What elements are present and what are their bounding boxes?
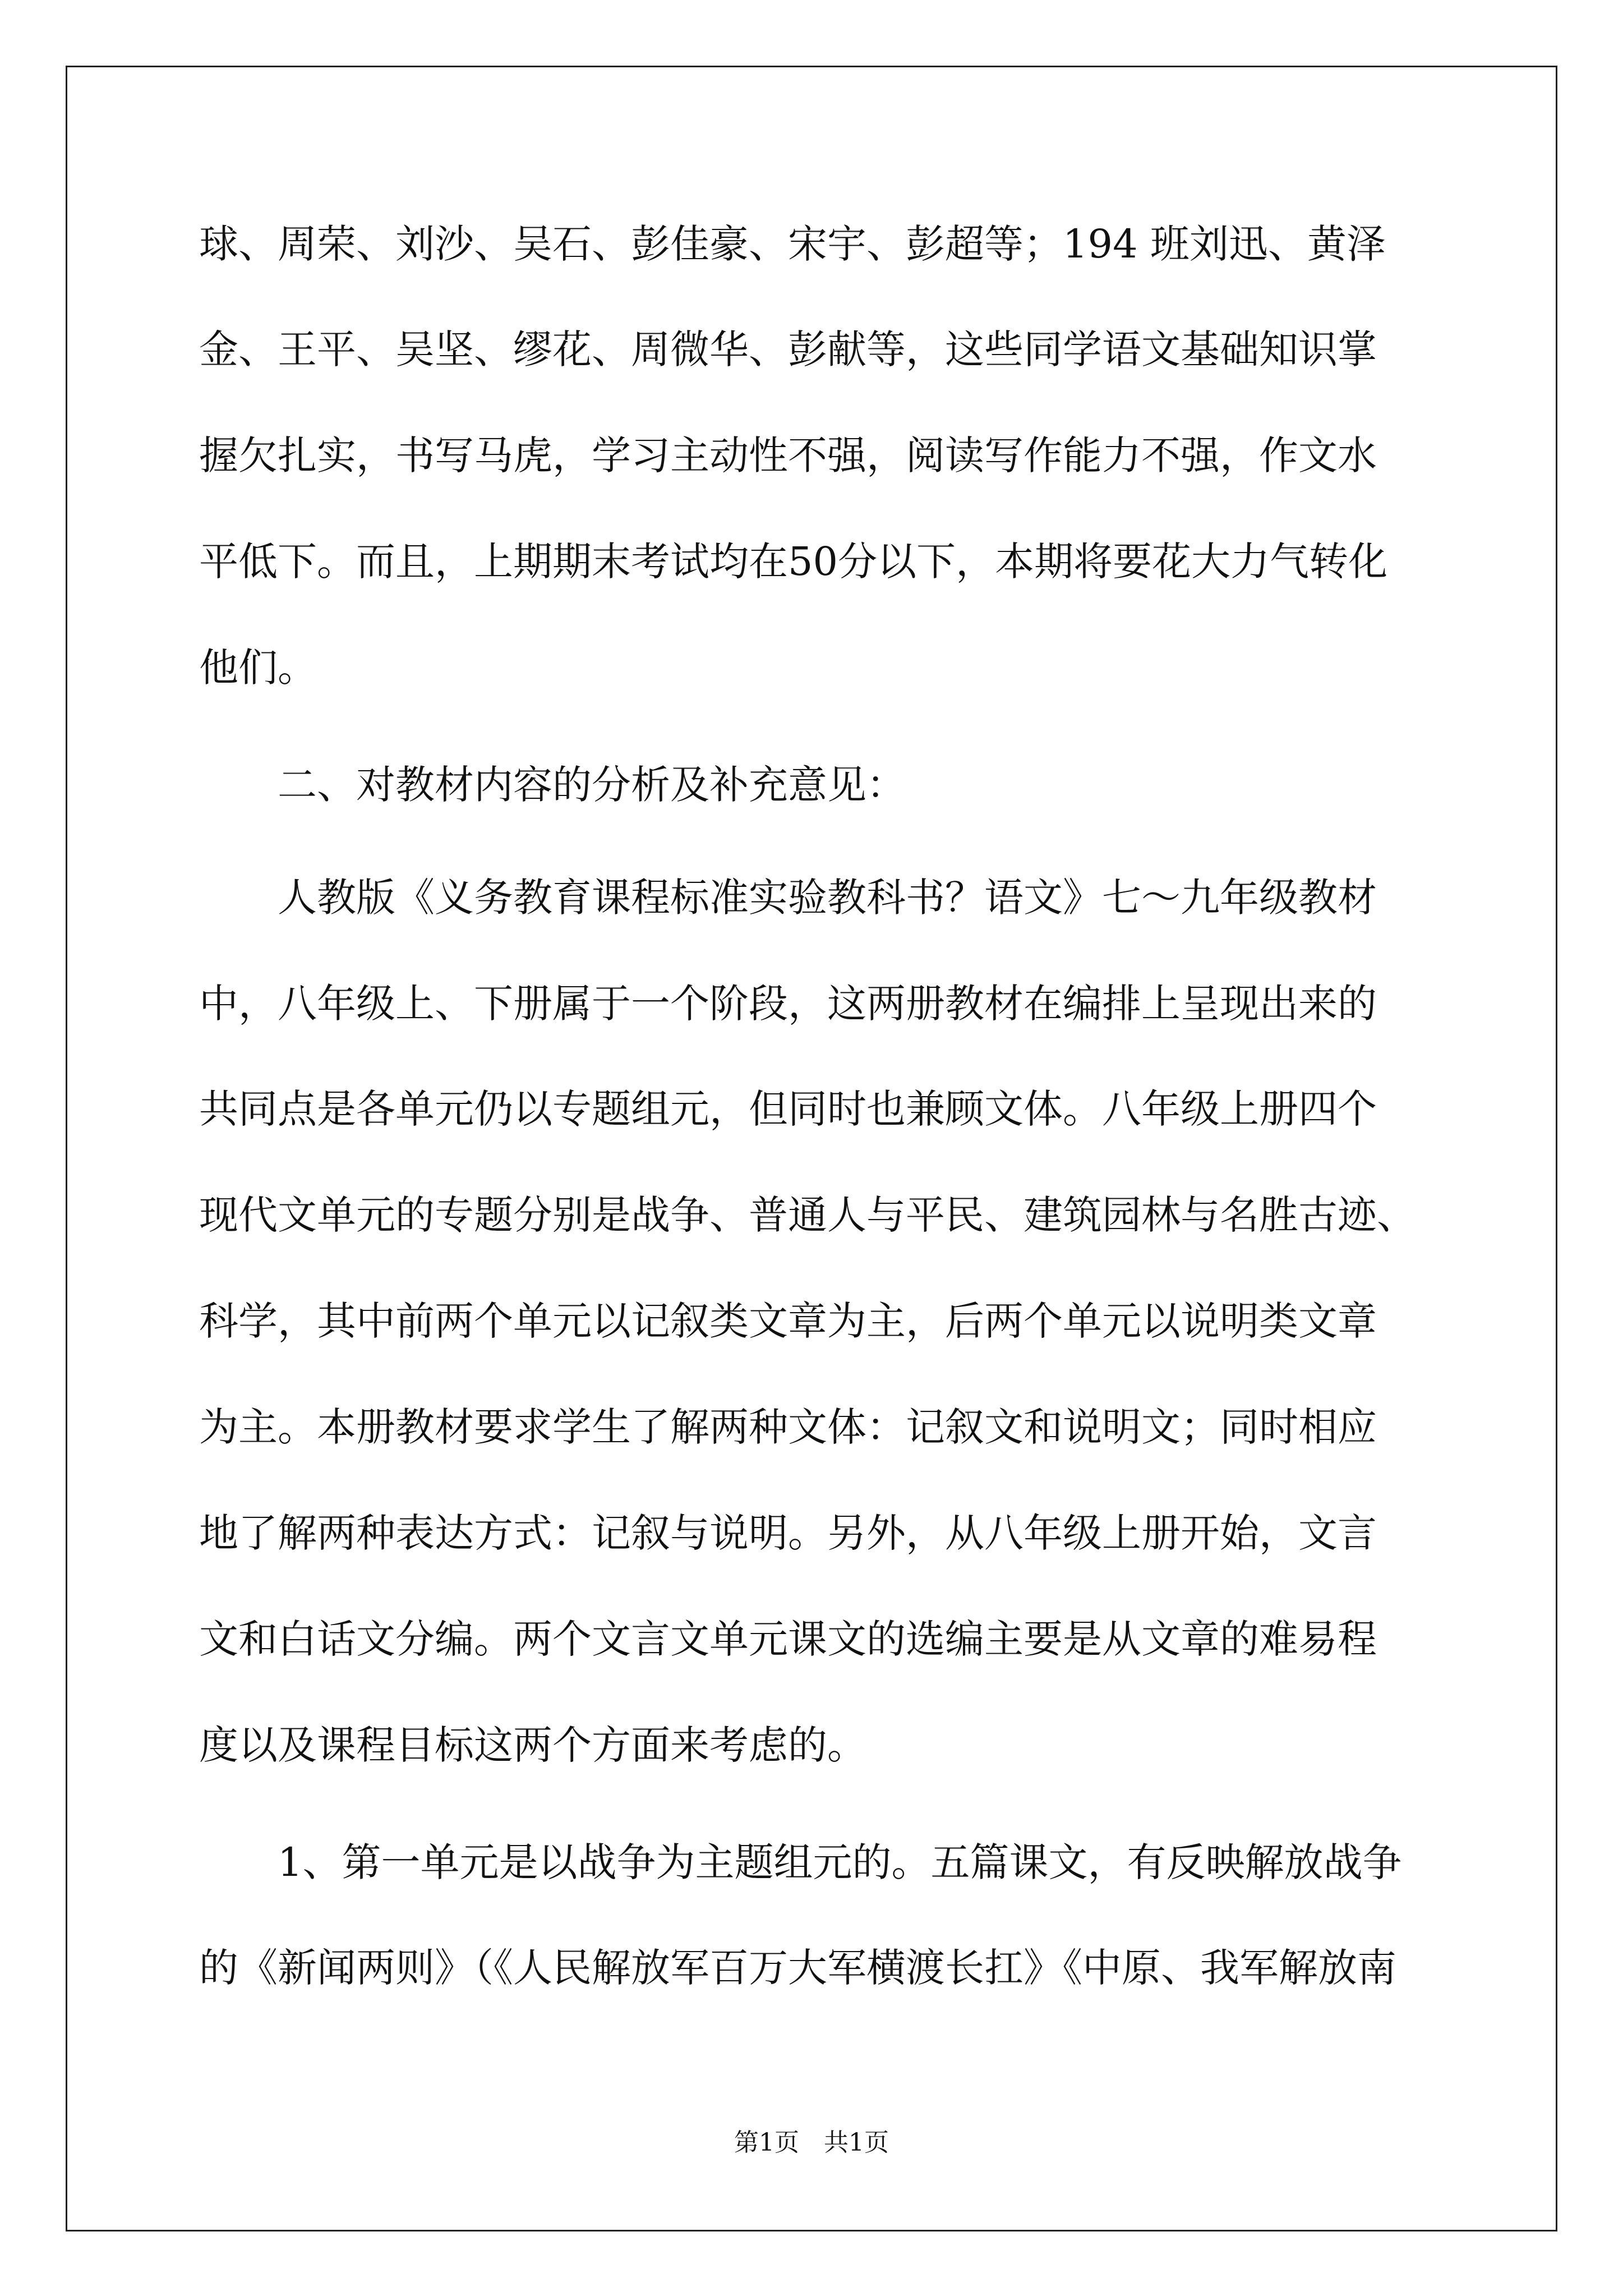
text-line: 科学，其中前两个单元以记叙类文章为主，后两个单元以说明类文章 <box>199 1298 1377 1344</box>
text-line: 共同点是各单元仍以专题组元，但同时也兼顾文体。八年级上册四个 <box>199 1086 1377 1132</box>
text-line: 球、周荣、刘沙、吴石、彭佳豪、宋宇、彭超等；194 班刘迅、黄泽 <box>199 221 1386 267</box>
text-line: 为主。本册教材要求学生了解两种文体：记叙文和说明文；同时相应 <box>199 1404 1377 1450</box>
text-line: 现代文单元的专题分别是战争、普通人与平民、建筑园林与名胜古迹、 <box>199 1192 1416 1238</box>
text-line: 中，八年级上、下册属于一个阶段，这两册教材在编排上呈现出来的 <box>199 981 1377 1027</box>
text-line: 1、第一单元是以战争为主题组元的。五篇课文，有反映解放战争 <box>278 1839 1402 1885</box>
text-line: 的《新闻两则》（《人民解放军百万大军横渡长扛》《中原、我军解放南 <box>199 1945 1396 1991</box>
text-line: 地了解两种表达方式：记叙与说明。另外，从八年级上册开始，文言 <box>199 1510 1377 1556</box>
text-line: 握欠扎实，书写马虎，学习主动性不强，阅读写作能力不强，作文水 <box>199 432 1377 478</box>
section-heading: 二、对教材内容的分析及补充意见： <box>278 762 906 808</box>
text-line: 他们。 <box>199 645 317 691</box>
text-line: 度以及课程目标这两个方面来考虑的。 <box>199 1722 866 1768</box>
page-border <box>66 66 1557 2231</box>
page-number-footer: 第1页 共1页 <box>734 2128 889 2157</box>
text-line: 平低下。而且，上期期末考试均在50分以下，本期将要花大力气转化 <box>199 539 1388 585</box>
text-line: 人教版《义务教育课程标准实验教科书？语文》七～九年级教材 <box>278 875 1377 921</box>
text-line: 金、王平、吴坚、缪花、周微华、彭献等，这些同学语文基础知识掌 <box>199 326 1377 372</box>
text-line: 文和白话文分编。两个文言文单元课文的选编主要是从文章的难易程 <box>199 1616 1377 1662</box>
